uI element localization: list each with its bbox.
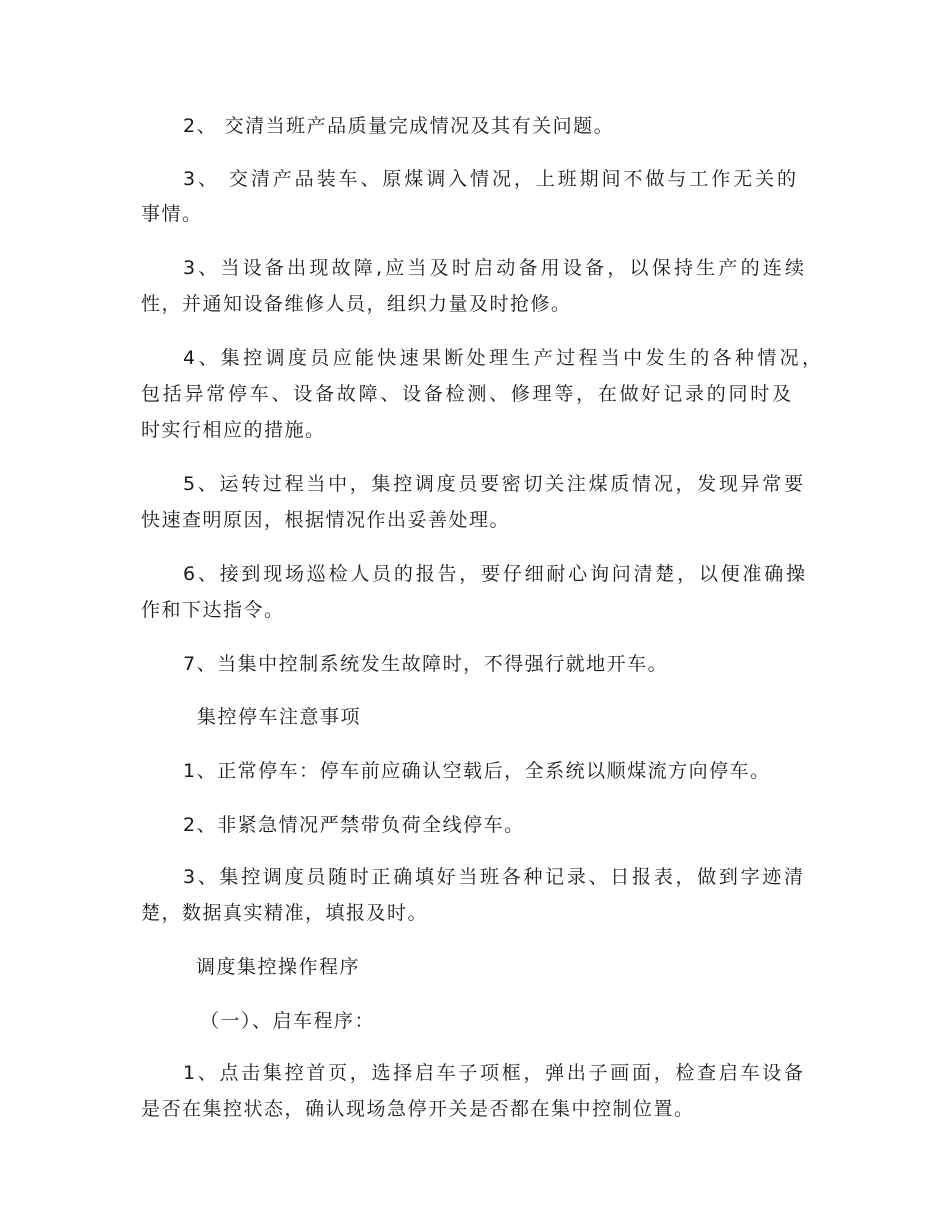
paragraph-line: 性，并通知设备维修人员，组织力量及时抢修。 — [141, 293, 572, 315]
paragraph-line: 2、 交清当班产品质量完成情况及其有关问题。 — [183, 115, 615, 137]
paragraph-line: 1、正常停车：停车前应确认空载后，全系统以顺煤流方向停车。 — [183, 760, 771, 782]
paragraph-line: 2、非紧急情况严禁带负荷全线停车。 — [183, 814, 525, 836]
paragraph-line: 5、运转过程当中，集控调度员要密切关注煤质情况，发现异常要 — [183, 473, 803, 495]
paragraph-line: 作和下达指令。 — [141, 599, 285, 621]
paragraph-line: 事情。 — [141, 203, 203, 225]
paragraph-line: 1、点击集控首页，选择启车子项框，弹出子画面，检查启车设备 — [183, 1062, 803, 1084]
paragraph-line: 7、当集中控制系统发生故障时，不得强行就地开车。 — [183, 653, 669, 675]
paragraph-line: 3、 交清产品装车、原煤调入情况，上班期间不做与工作无关的 — [183, 168, 796, 190]
paragraph-line: 快速查明原因，根据情况作出妥善处理。 — [141, 509, 511, 531]
sub-heading: （一）、启车程序： — [200, 1010, 376, 1032]
paragraph-line: 6、接到现场巡检人员的报告，要仔细耐心询问清楚，以便准确操 — [183, 563, 805, 585]
section-heading: 调度集控操作程序 — [196, 956, 361, 978]
paragraph-line: 是否在集控状态，确认现场急停开关是否都在集中控制位置。 — [141, 1098, 695, 1120]
paragraph-line: 时实行相应的措施。 — [141, 419, 326, 441]
paragraph-line: 包括异常停车、设备故障、设备检测、修理等，在做好记录的同时及 — [141, 383, 791, 405]
paragraph-line: 楚，数据真实精准，填报及时。 — [141, 902, 429, 924]
section-heading: 集控停车注意事项 — [197, 706, 362, 728]
paragraph-line: 4、集控调度员应能快速果断处理生产过程当中发生的各种情况， — [183, 347, 821, 369]
paragraph-line: 3、当设备出现故障,应当及时启动备用设备，以保持生产的连续 — [183, 257, 804, 279]
paragraph-line: 3、集控调度员随时正确填好当班各种记录、日报表，做到字迹清 — [183, 866, 803, 888]
